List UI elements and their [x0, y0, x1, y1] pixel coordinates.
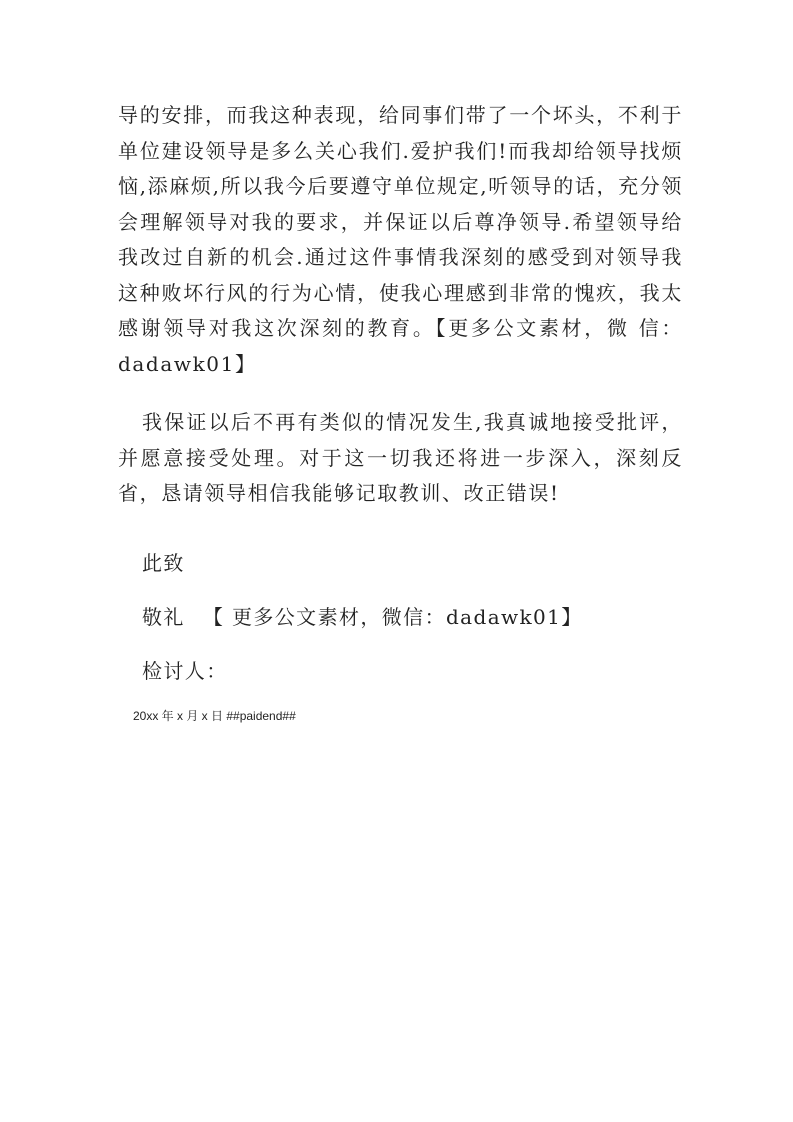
signer-label: 检讨人：	[142, 659, 228, 683]
closing-regards-line	[142, 602, 583, 632]
body-paragraph-1: 导的安排，而我这种表现，给同事们带了一个坏头，不利于单位建设领导是多么关心我们.爱护我们!而我却给领导找烦恼,添麻烦,所以我今后要遵守单位规定,听领导的话，充分领会理解领导对我的要求，并保证以后尊净领导.希望领导给我改过自新的机会.通过这件事情我深刻的感受到对领导我这种败坏行风的行为心情，使我心理感到非常的愧疚，我太感谢领导对我这次深刻的教育。【更多公文素材，微 信：dadawk01】	[118, 103, 683, 376]
body-paragraph-2: 我保证以后不再有类似的情况发生,我真诚地接受批评，并愿意接受处理。对于这一切我还将进一步深入，深刻反省，恳请领导相信我能够记取教训、改正错误!	[118, 410, 683, 505]
closing-salutation: 此致	[142, 551, 185, 575]
closing-regards: 敬礼	[142, 605, 185, 629]
date-line: 20xx 年 x 月 x 日 ##paidend##	[133, 709, 296, 723]
promo-note: 【 更多公文素材，微信：dadawk01】	[202, 605, 583, 629]
